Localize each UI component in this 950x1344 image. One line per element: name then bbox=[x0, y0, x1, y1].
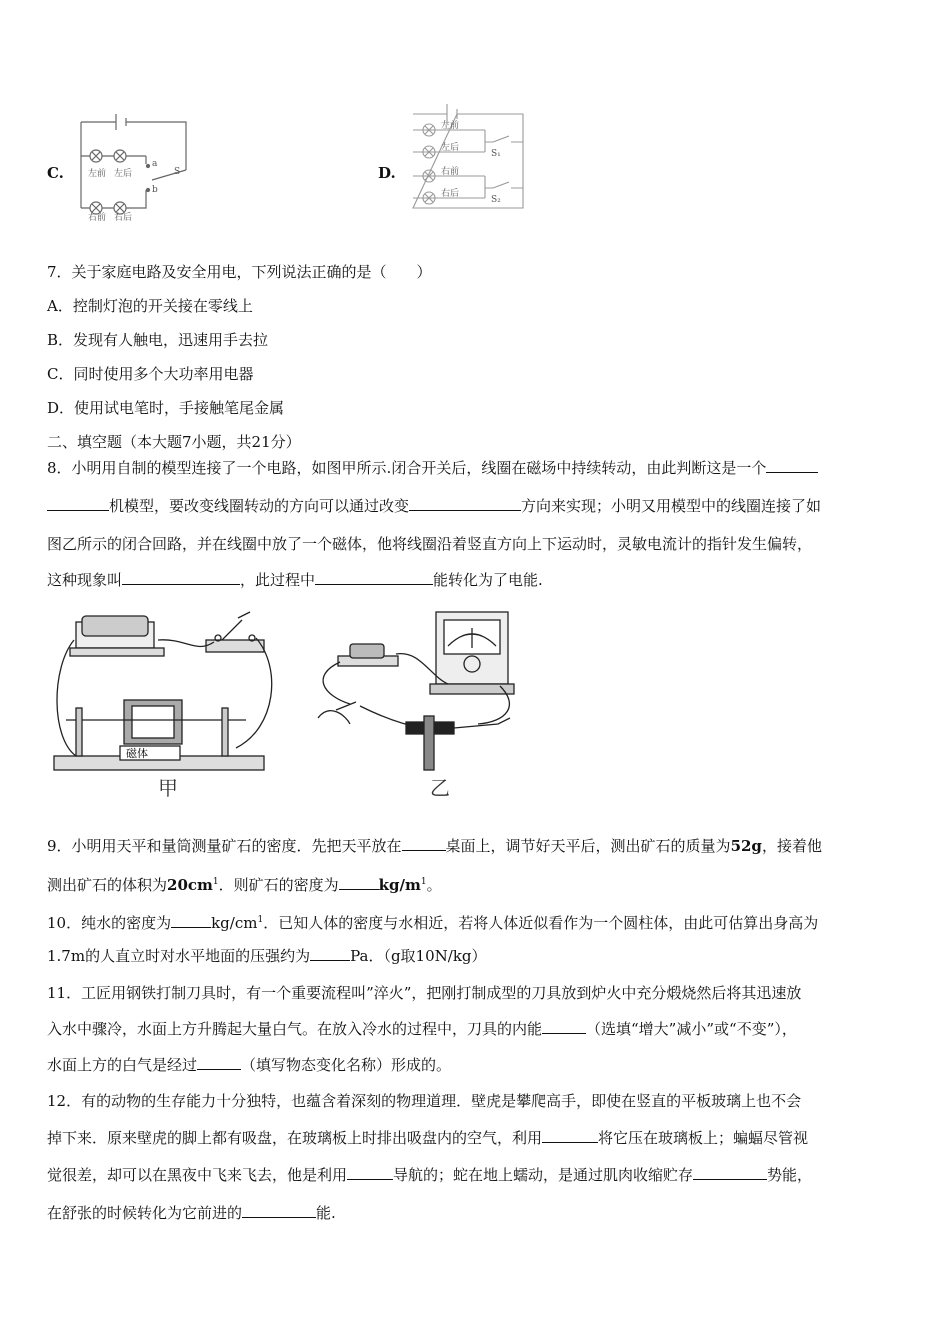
c-lamp-3-label: 右前 bbox=[88, 213, 107, 223]
q12-text-2b: 将它压在玻璃板上；蝙蝠尽管视 bbox=[598, 1129, 809, 1147]
q8-fig-magnet-label: 磁体 bbox=[126, 747, 148, 760]
q8-blank-4[interactable] bbox=[315, 570, 433, 585]
q10-blank-2[interactable] bbox=[310, 946, 350, 961]
q10-text-1a: 10．纯水的密度为 bbox=[47, 914, 172, 932]
q9-density-unit: kg/m bbox=[378, 876, 421, 894]
c-term-a: a bbox=[152, 159, 158, 169]
q8-figure-yi bbox=[310, 606, 530, 776]
q11-text-2a: 入水中骤冷，水面上方升腾起大量白气。在放入冷水的过程中，刀具的内能 bbox=[47, 1020, 543, 1038]
q11-text-3b: （填写物态变化名称）形成的。 bbox=[241, 1056, 452, 1074]
q9-density-sup: 1 bbox=[420, 877, 427, 887]
q9-text-2a: 测出矿石的体积为 bbox=[47, 876, 168, 894]
q8-line-1 bbox=[47, 458, 818, 478]
q12-text-4a: 在舒张的时候转化为它前进的 bbox=[47, 1204, 243, 1222]
q9-text-2e: 。 bbox=[426, 876, 442, 894]
c-lamp-4-label: 右后 bbox=[114, 213, 133, 223]
q8-text-4a: 这种现象叫 bbox=[47, 571, 123, 589]
d-lamp-2-label: 左后 bbox=[441, 143, 460, 153]
option-c-label: C. bbox=[47, 164, 64, 182]
q8-line-4 bbox=[47, 570, 543, 590]
q8-text-4c: 能转化为了电能. bbox=[433, 571, 543, 589]
q12-line-4 bbox=[47, 1203, 336, 1223]
q9-text-1b: 桌面上，调节好天平后，测出矿石的质量为 bbox=[445, 837, 731, 855]
option-d-circuit-diagram bbox=[405, 100, 530, 220]
q10-unit-sup: 1 bbox=[257, 915, 264, 925]
q10-text-2b: Pa．（g取10N/kg） bbox=[350, 947, 487, 965]
q8-text-2b: 方向来实现；小明又用模型中的线圈连接了如 bbox=[521, 497, 822, 515]
q8-figure-yi-caption: 乙 bbox=[430, 776, 450, 800]
d-lamp-3-label: 右前 bbox=[441, 167, 460, 177]
q10-text-2a: 1.7m的人直立时对水平地面的压强约为 bbox=[47, 947, 311, 965]
q12-line-2 bbox=[47, 1128, 808, 1148]
option-d-label: D. bbox=[378, 164, 396, 182]
q9-blank-1[interactable] bbox=[402, 836, 446, 851]
option-c-circuit-diagram bbox=[76, 108, 196, 223]
c-lamp-2-label: 左后 bbox=[114, 169, 133, 179]
section-2-heading: 二、填空题（本大题7小题，共21分） bbox=[47, 433, 301, 451]
c-term-b: b bbox=[152, 185, 158, 195]
q8-figure-jia-caption: 甲 bbox=[158, 776, 178, 800]
q12-blank-3[interactable] bbox=[693, 1165, 767, 1180]
q11-line-1: 11．工匠用钢铁打制刀具时，有一个重要流程叫”淬火”，把刚打制成型的刀具放到炉火中充分煅烧然后将其迅速放 bbox=[47, 984, 802, 1002]
q12-text-3a: 觉很差，却可以在黑夜中飞来飞去，他是利用 bbox=[47, 1166, 348, 1184]
d-switch-2-label: S₂ bbox=[491, 195, 501, 205]
q8-text-2a: 机模型，要改变线圈转动的方向可以通过改变 bbox=[109, 497, 410, 515]
q11-text-2b: （选填“增大”减小”或“不变”）， bbox=[586, 1020, 797, 1038]
q8-blank-1[interactable] bbox=[766, 458, 818, 473]
q10-text-1c: ．已知人体的密度与水相近，若将人体近似看作为一个圆柱体，由此可估算出身高为 bbox=[263, 914, 819, 932]
q12-text-3c: 势能， bbox=[767, 1166, 813, 1184]
q11-line-2 bbox=[47, 1019, 797, 1039]
q12-blank-2[interactable] bbox=[347, 1165, 393, 1180]
q11-text-3a: 水面上方的白气是经过 bbox=[47, 1056, 198, 1074]
q11-blank-2[interactable] bbox=[197, 1055, 241, 1070]
q10-text-1b: kg/cm bbox=[211, 914, 258, 932]
q8-text-1: 8．小明用自制的模型连接了一个电路，如图甲所示.闭合开关后，线圈在磁场中持续转动，由此判断这是一个 bbox=[47, 459, 767, 477]
q12-text-2a: 掉下来．原来壁虎的脚上都有吸盘，在玻璃板上时排出吸盘内的空气，利用 bbox=[47, 1129, 543, 1147]
q9-volume-sup: 1 bbox=[212, 877, 219, 887]
q12-line-3 bbox=[47, 1165, 812, 1185]
q9-volume-value: 20cm bbox=[167, 876, 213, 894]
q8-blank-3[interactable] bbox=[122, 570, 240, 585]
q9-text-1d: ，接着他 bbox=[761, 837, 822, 855]
q9-text-2c: ．则矿石的密度为 bbox=[218, 876, 339, 894]
q7-option-a: A．控制灯泡的开关接在零线上 bbox=[47, 297, 253, 315]
q12-line-1: 12．有的动物的生存能力十分独特，也蕴含着深刻的物理道理．壁虎是攀爬高手，即使在竖直的平板玻璃上也不会 bbox=[47, 1092, 802, 1110]
q12-text-4b: 能. bbox=[316, 1204, 336, 1222]
q11-blank-1[interactable] bbox=[542, 1019, 586, 1034]
q8-blank-2[interactable] bbox=[409, 496, 521, 511]
q10-line-2 bbox=[47, 946, 487, 966]
q8-figure-jia bbox=[46, 608, 286, 778]
q10-blank-1[interactable] bbox=[171, 913, 211, 928]
c-lamp-1-label: 左前 bbox=[88, 169, 107, 179]
q12-text-3b: 导航的；蛇在地上蠕动，是通过肌肉收缩贮存 bbox=[393, 1166, 694, 1184]
q7-option-c: C．同时使用多个大功率用电器 bbox=[47, 365, 254, 383]
d-lamp-4-label: 右后 bbox=[441, 189, 460, 199]
q10-line-1 bbox=[47, 910, 818, 933]
q8-line-3: 图乙所示的闭合回路，并在线圈中放了一个磁体，他将线圈沿着竖直方向上下运动时，灵敏电流计的指针发生偏转， bbox=[47, 535, 813, 553]
q12-blank-4[interactable] bbox=[242, 1203, 316, 1218]
q9-line-2 bbox=[47, 872, 442, 895]
q12-blank-1[interactable] bbox=[542, 1128, 598, 1143]
q9-mass-value: 52g bbox=[730, 837, 762, 855]
q7-option-b: B．发现有人触电，迅速用手去拉 bbox=[47, 331, 269, 349]
q9-text-1a: 9．小明用天平和量筒测量矿石的密度．先把天平放在 bbox=[47, 837, 402, 855]
q9-line-1 bbox=[47, 836, 822, 856]
q9-blank-2[interactable] bbox=[339, 875, 379, 890]
q8-text-4b: ，此过程中 bbox=[240, 571, 316, 589]
c-switch-label: S bbox=[174, 167, 181, 177]
d-lamp-1-label: 左前 bbox=[441, 121, 460, 131]
d-switch-1-label: S₁ bbox=[491, 149, 501, 159]
q8-blank-1b[interactable] bbox=[47, 496, 109, 511]
q7-option-d: D．使用试电笔时，手接触笔尾金属 bbox=[47, 399, 285, 417]
q11-line-3 bbox=[47, 1055, 451, 1075]
q8-line-2 bbox=[47, 496, 821, 516]
q7-stem: 7．关于家庭电路及安全用电，下列说法正确的是（ ） bbox=[47, 263, 432, 281]
